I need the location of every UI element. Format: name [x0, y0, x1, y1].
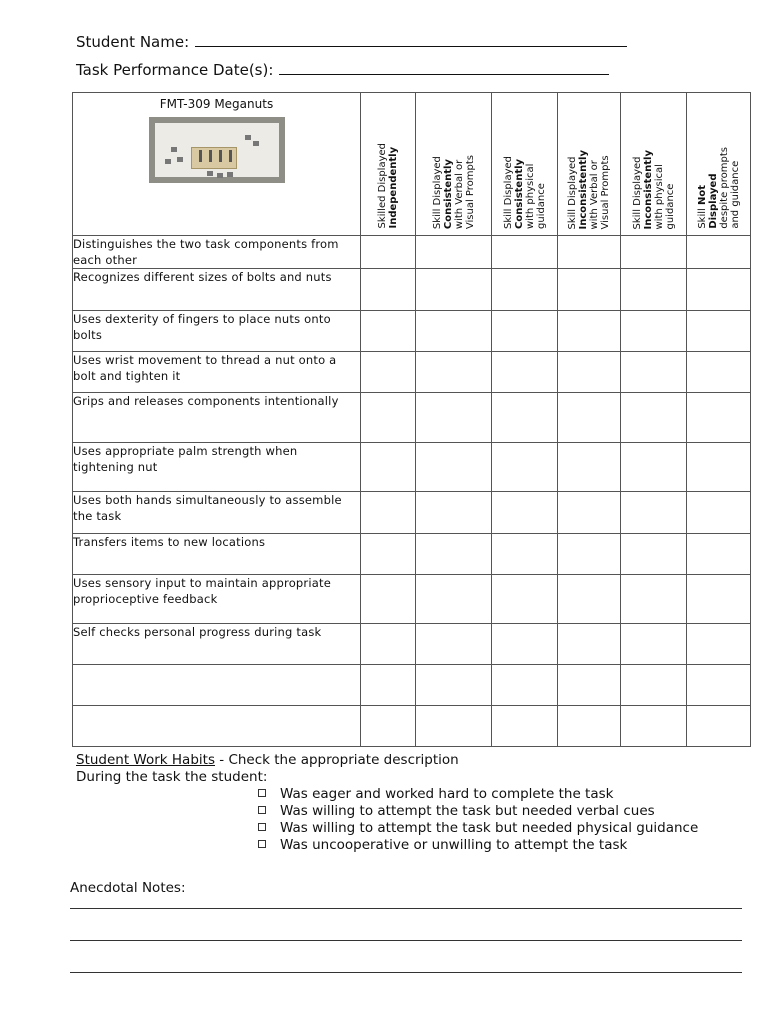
rating-cell[interactable]: [558, 492, 621, 534]
column-label: [377, 143, 399, 229]
rating-cell[interactable]: [492, 393, 558, 443]
column-label-line: Skill Displayed: [631, 155, 643, 229]
rating-cell[interactable]: [621, 269, 687, 311]
column-label-line: guidance: [664, 183, 676, 229]
column-header-5: [621, 93, 687, 236]
column-label: [632, 150, 676, 230]
rating-cell[interactable]: [492, 665, 558, 706]
task-photo: [149, 117, 285, 183]
rating-cell[interactable]: [492, 352, 558, 393]
checkbox-icon[interactable]: [258, 840, 266, 848]
student-name-label: Student Name:: [76, 33, 190, 51]
rating-cell[interactable]: [416, 575, 492, 624]
rating-cell[interactable]: [621, 665, 687, 706]
rating-cell[interactable]: [621, 492, 687, 534]
rating-cell[interactable]: [687, 492, 751, 534]
column-label-line: despite prompts: [718, 147, 730, 229]
rating-cell[interactable]: [687, 706, 751, 747]
table-row: [73, 665, 751, 706]
rating-cell[interactable]: [361, 624, 416, 665]
column-label-line: with physical: [524, 163, 536, 229]
task-header-cell: [73, 93, 361, 236]
table-row: [73, 443, 751, 492]
rating-cell[interactable]: [492, 269, 558, 311]
rating-cell[interactable]: [361, 665, 416, 706]
student-name-line[interactable]: [195, 32, 627, 47]
header-row: [73, 93, 751, 236]
checkbox-icon[interactable]: [258, 789, 266, 797]
rating-cell[interactable]: [558, 534, 621, 575]
rating-cell[interactable]: [361, 269, 416, 311]
rating-cell[interactable]: [687, 534, 751, 575]
rating-cell[interactable]: [492, 236, 558, 269]
column-label: [567, 150, 611, 230]
work-habit-option[interactable]: [258, 786, 698, 803]
column-label-line: Consistently: [442, 158, 454, 229]
table-row: [73, 706, 751, 747]
table-row: [73, 311, 751, 352]
student-name-field[interactable]: [76, 32, 627, 51]
task-description: Transfers items to new locations: [73, 534, 361, 575]
table-row: [73, 393, 751, 443]
task-description: Uses appropriate palm strength when tightening nut: [73, 443, 361, 492]
rating-cell[interactable]: [621, 393, 687, 443]
rating-cell[interactable]: [558, 269, 621, 311]
column-label-line: Skill Displayed: [431, 155, 443, 229]
notes-line[interactable]: [70, 908, 742, 909]
work-habits-instruction: - Check the appropriate description: [214, 752, 459, 768]
rating-cell[interactable]: [558, 624, 621, 665]
rating-cell[interactable]: [687, 665, 751, 706]
rating-cell[interactable]: [492, 575, 558, 624]
rating-cell[interactable]: [621, 236, 687, 269]
anecdotal-notes-label: Anecdotal Notes:: [70, 880, 186, 896]
rating-cell[interactable]: [621, 311, 687, 352]
rating-cell[interactable]: [492, 492, 558, 534]
column-label-line: Skill Not: [696, 185, 708, 229]
column-label-line: Displayed: [707, 173, 719, 229]
rating-cell[interactable]: [558, 665, 621, 706]
column-label-line: Skill Displayed: [502, 155, 514, 229]
work-habits-title: Student Work Habits: [76, 752, 215, 768]
task-description: Uses sensory input to maintain appropriate proprioceptive feedback: [73, 575, 361, 624]
option-label: Was willing to attempt the task but needed verbal cues: [280, 803, 655, 819]
table-row: [73, 236, 751, 269]
work-habits-options: [258, 786, 698, 854]
column-label-line: Visual Prompts: [600, 154, 611, 229]
table-row: [73, 575, 751, 624]
rating-cell[interactable]: [687, 269, 751, 311]
performance-table: [72, 92, 751, 747]
column-label-line: Visual Prompts: [464, 154, 476, 229]
task-description: Uses both hands simultaneously to assemble the task: [73, 492, 361, 534]
column-header-6: [687, 93, 751, 236]
rating-cell[interactable]: [621, 575, 687, 624]
rating-cell[interactable]: [416, 665, 492, 706]
rating-cell[interactable]: [416, 352, 492, 393]
column-label-line: Inconsistently: [642, 149, 654, 229]
column-label: [697, 147, 741, 229]
column-label-line: with Verbal or: [589, 159, 600, 229]
task-description: Recognizes different sizes of bolts and nuts: [73, 269, 361, 311]
rating-cell[interactable]: [416, 311, 492, 352]
checkbox-icon[interactable]: [258, 823, 266, 831]
rating-cell[interactable]: [361, 443, 416, 492]
rating-cell[interactable]: [492, 443, 558, 492]
column-label-line: guidance: [535, 183, 547, 229]
column-header-3: [492, 93, 558, 236]
rating-cell[interactable]: [687, 393, 751, 443]
notes-line[interactable]: [70, 972, 742, 973]
option-label: Was eager and worked hard to complete the task: [280, 786, 614, 802]
column-header-2: [416, 93, 492, 236]
notes-line[interactable]: [70, 940, 742, 941]
column-label-line: with physical: [653, 163, 665, 229]
rating-cell[interactable]: [621, 624, 687, 665]
task-description: [73, 665, 361, 706]
rating-cell[interactable]: [558, 352, 621, 393]
column-label-line: Inconsistently: [578, 149, 589, 229]
rating-cell[interactable]: [621, 534, 687, 575]
rating-cell[interactable]: [687, 575, 751, 624]
column-label: [432, 155, 476, 229]
rating-cell[interactable]: [558, 706, 621, 747]
rating-cell[interactable]: [558, 311, 621, 352]
work-habits-intro: During the task the student:: [76, 769, 268, 785]
column-label-line: Skill Displayed: [567, 155, 578, 229]
rating-cell[interactable]: [416, 492, 492, 534]
task-description: Grips and releases components intentionally: [73, 393, 361, 443]
rating-cell[interactable]: [361, 393, 416, 443]
rating-cell[interactable]: [621, 706, 687, 747]
column-label-line: and guidance: [729, 161, 741, 229]
column-label-line: Independently: [388, 147, 399, 229]
table-row: [73, 534, 751, 575]
task-date-line[interactable]: [279, 60, 609, 75]
task-date-field[interactable]: [76, 60, 609, 79]
rating-cell[interactable]: [416, 269, 492, 311]
work-habit-option[interactable]: [258, 820, 698, 837]
rating-cell[interactable]: [361, 534, 416, 575]
column-header-1: [361, 93, 416, 236]
task-description: Self checks personal progress during task: [73, 624, 361, 665]
rating-cell[interactable]: [361, 352, 416, 393]
table-row: [73, 624, 751, 665]
rating-cell[interactable]: [416, 534, 492, 575]
rating-cell[interactable]: [492, 311, 558, 352]
rating-cell[interactable]: [687, 311, 751, 352]
task-description: Distinguishes the two task components from each other: [73, 236, 361, 269]
column-label: [503, 156, 547, 229]
rating-cell[interactable]: [687, 352, 751, 393]
rating-cell[interactable]: [558, 236, 621, 269]
rating-cell[interactable]: [687, 624, 751, 665]
rating-cell[interactable]: [687, 443, 751, 492]
table-row: [73, 352, 751, 393]
column-label-line: Skilled Displayed: [377, 143, 388, 229]
rating-cell[interactable]: [361, 706, 416, 747]
rating-cell[interactable]: [416, 706, 492, 747]
rating-cell[interactable]: [558, 575, 621, 624]
column-header-4: [558, 93, 621, 236]
checkbox-icon[interactable]: [258, 806, 266, 814]
rating-cell[interactable]: [361, 311, 416, 352]
rating-cell[interactable]: [416, 236, 492, 269]
task-title: FMT-309 Meganuts: [159, 97, 274, 111]
table-row: [73, 269, 751, 311]
rating-cell[interactable]: [492, 624, 558, 665]
rating-cell[interactable]: [492, 534, 558, 575]
rating-cell[interactable]: [621, 352, 687, 393]
work-habit-option[interactable]: [258, 803, 698, 820]
task-description: Uses wrist movement to thread a nut onto a bolt and tighten it: [73, 352, 361, 393]
option-label: Was willing to attempt the task but needed physical guidance: [280, 820, 699, 836]
table-row: [73, 492, 751, 534]
column-label-line: Consistently: [513, 158, 525, 229]
rating-cell[interactable]: [416, 393, 492, 443]
rating-cell[interactable]: [361, 236, 416, 269]
rating-cell[interactable]: [558, 443, 621, 492]
rating-cell[interactable]: [361, 575, 416, 624]
rating-cell[interactable]: [492, 706, 558, 747]
work-habit-option[interactable]: [258, 837, 698, 854]
option-label: Was uncooperative or unwilling to attempt the task: [280, 837, 628, 853]
column-label-line: with Verbal or: [453, 159, 465, 229]
rating-cell[interactable]: [416, 443, 492, 492]
task-date-label: Task Performance Date(s):: [76, 61, 274, 79]
task-description: Uses dexterity of fingers to place nuts onto bolts: [73, 311, 361, 352]
task-description: [73, 706, 361, 747]
rating-cell[interactable]: [361, 492, 416, 534]
rating-cell[interactable]: [416, 624, 492, 665]
rating-cell[interactable]: [621, 443, 687, 492]
rating-cell[interactable]: [558, 393, 621, 443]
work-habits-section: [76, 752, 459, 786]
rating-cell[interactable]: [687, 236, 751, 269]
